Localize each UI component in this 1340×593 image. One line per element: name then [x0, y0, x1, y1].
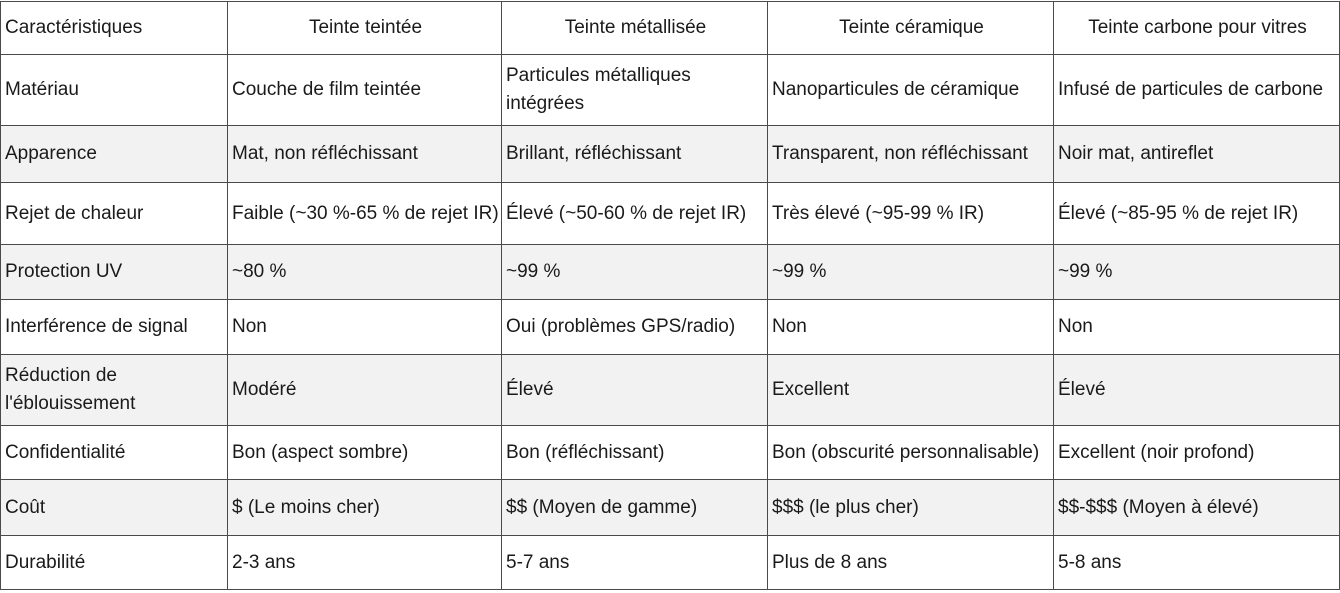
- table-cell: Noir mat, antireflet: [1054, 126, 1340, 183]
- row-label: Rejet de chaleur: [1, 183, 228, 245]
- table-row: [1, 183, 1340, 245]
- header-cell-ceramic: Teinte céramique: [768, 2, 1054, 55]
- table-cell: ~80 %: [228, 245, 502, 300]
- table-row: [1, 55, 1340, 126]
- table-cell: Mat, non réfléchissant: [228, 126, 502, 183]
- header-cell-carbon: Teinte carbone pour vitres: [1054, 2, 1340, 55]
- table-cell: $$$ (le plus cher): [768, 480, 1054, 536]
- comparison-table: [0, 1, 1340, 590]
- table-cell: Élevé: [502, 355, 768, 426]
- table-cell: Plus de 8 ans: [768, 536, 1054, 590]
- table-cell: Élevé (~85-95 % de rejet IR): [1054, 183, 1340, 245]
- table-row: [1, 245, 1340, 300]
- header-cell-tinted: Teinte teintée: [228, 2, 502, 55]
- row-label: Matériau: [1, 55, 228, 126]
- row-label: Apparence: [1, 126, 228, 183]
- table-body: [1, 55, 1340, 590]
- row-label: Interférence de signal: [1, 300, 228, 355]
- table-row: [1, 300, 1340, 355]
- table-cell: Couche de film teintée: [228, 55, 502, 126]
- header-cell-characteristics: Caractéristiques: [1, 2, 228, 55]
- table-cell: 5-8 ans: [1054, 536, 1340, 590]
- table-cell: 5-7 ans: [502, 536, 768, 590]
- table-cell: Non: [1054, 300, 1340, 355]
- table-cell: Bon (réfléchissant): [502, 426, 768, 480]
- table-cell: Excellent (noir profond): [1054, 426, 1340, 480]
- table-row: [1, 426, 1340, 480]
- table-cell: Infusé de particules de carbone: [1054, 55, 1340, 126]
- table-cell: Modéré: [228, 355, 502, 426]
- table-cell: Très élevé (~95-99 % IR): [768, 183, 1054, 245]
- table-cell: Oui (problèmes GPS/radio): [502, 300, 768, 355]
- table-cell: Bon (obscurité personnalisable): [768, 426, 1054, 480]
- table-cell: Transparent, non réfléchissant: [768, 126, 1054, 183]
- table-cell: Nanoparticules de céramique: [768, 55, 1054, 126]
- header-row: [1, 2, 1340, 55]
- table-cell: Faible (~30 %-65 % de rejet IR): [228, 183, 502, 245]
- table-cell: $$ (Moyen de gamme): [502, 480, 768, 536]
- table-cell: Particules métalliques intégrées: [502, 55, 768, 126]
- row-label: Coût: [1, 480, 228, 536]
- row-label: Protection UV: [1, 245, 228, 300]
- header-cell-metallic: Teinte métallisée: [502, 2, 768, 55]
- table-cell: ~99 %: [1054, 245, 1340, 300]
- table-header: [1, 2, 1340, 55]
- table-cell: ~99 %: [768, 245, 1054, 300]
- table-row: [1, 536, 1340, 590]
- table-cell: Bon (aspect sombre): [228, 426, 502, 480]
- table-cell: 2-3 ans: [228, 536, 502, 590]
- table-cell: $ (Le moins cher): [228, 480, 502, 536]
- table-cell: $$-$$$ (Moyen à élevé): [1054, 480, 1340, 536]
- row-label: Réduction de l'éblouissement: [1, 355, 228, 426]
- table-row: [1, 126, 1340, 183]
- table-cell: Non: [228, 300, 502, 355]
- table-row: [1, 480, 1340, 536]
- row-label: Durabilité: [1, 536, 228, 590]
- table-cell: ~99 %: [502, 245, 768, 300]
- table-cell: Élevé (~50-60 % de rejet IR): [502, 183, 768, 245]
- row-label: Confidentialité: [1, 426, 228, 480]
- table-row: [1, 355, 1340, 426]
- table-cell: Non: [768, 300, 1054, 355]
- table-cell: Brillant, réfléchissant: [502, 126, 768, 183]
- table-cell: Élevé: [1054, 355, 1340, 426]
- table-cell: Excellent: [768, 355, 1054, 426]
